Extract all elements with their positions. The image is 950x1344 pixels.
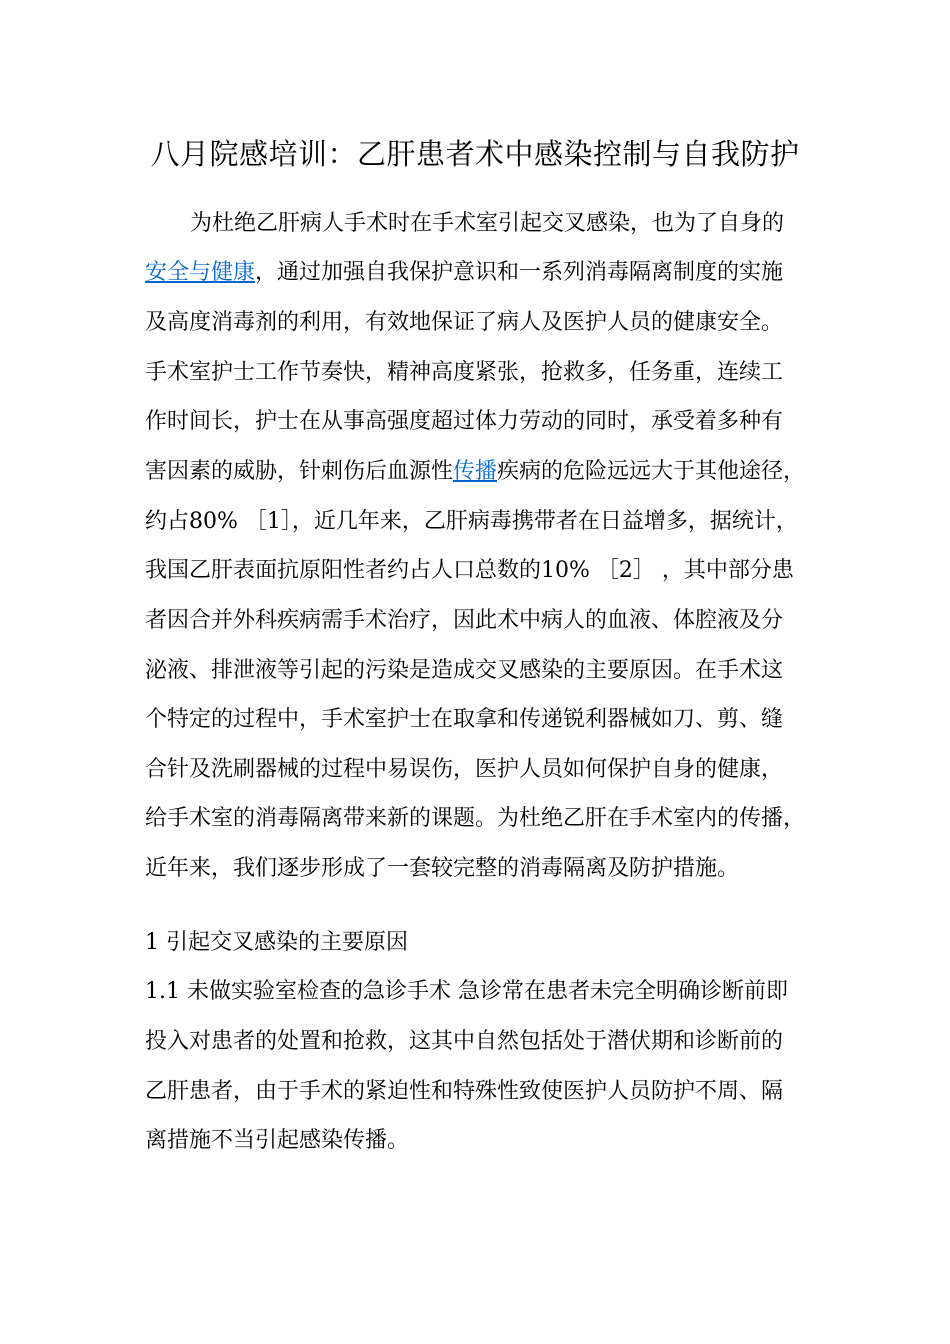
intro-line-12: 合针及洗刷器械的过程中易误伤，医护人员如何保护自身的健康，	[145, 757, 784, 782]
document-title: 八月院感培训：乙肝患者术中感染控制与自我防护	[150, 137, 800, 171]
intro-line-11: 个特定的过程中，手术室护士在取拿和传递锐利器械如刀、剪、缝	[145, 707, 784, 732]
link-safety-health[interactable]: 安全与健康	[145, 260, 256, 285]
subsection-1-1-line-4: 离措施不当引起感染传播。	[145, 1128, 410, 1153]
intro-line-7: 约占80% ［1］，近几年来，乙肝病毒携带者在日益增多，据统计，	[145, 509, 798, 534]
intro-line-5: 作时间长，护士在从事高强度超过体力劳动的同时，承受着多种有	[145, 409, 784, 434]
intro-line-3: 及高度消毒剂的利用，有效地保证了病人及医护人员的健康安全。	[145, 310, 784, 335]
subsection-1-1-line-2: 投入对患者的处置和抢救，这其中自然包括处于潜伏期和诊断前的	[145, 1029, 784, 1054]
intro-line-2	[145, 258, 783, 288]
intro-line-14: 近年来，我们逐步形成了一套较完整的消毒隔离及防护措施。	[145, 856, 740, 881]
intro-line-4: 手术室护士工作节奏快，精神高度紧张，抢救多，任务重，连续工	[145, 360, 784, 385]
intro-line-2-text: ，通过加强自我保护意识和一系列消毒隔离制度的实施	[255, 260, 784, 285]
subsection-1-1-line-3: 乙肝患者，由于手术的紧迫性和特殊性致使医护人员防护不周、隔	[145, 1079, 784, 1104]
section-1-heading: 1 引起交叉感染的主要原因	[145, 930, 408, 955]
intro-line-6-text-a: 害因素的威胁，针刺伤后血源性	[145, 459, 454, 484]
link-spread[interactable]: 传播	[453, 459, 498, 484]
intro-line-9: 者因合并外科疾病需手术治疗，因此术中病人的血液、体腔液及分	[145, 608, 784, 633]
intro-line-6	[145, 457, 805, 487]
intro-line-10: 泌液、排泄液等引起的污染是造成交叉感染的主要原因。在手术这	[145, 658, 784, 683]
intro-line-6-text-b: 疾病的危险远远大于其他途径，	[497, 459, 806, 484]
intro-line-1: 为杜绝乙肝病人手术时在手术室引起交叉感染，也为了自身的	[190, 211, 785, 236]
subsection-1-1-line-1: 1.1 未做实验室检查的急诊手术 急诊常在患者未完全明确诊断前即	[145, 979, 788, 1004]
intro-line-13: 给手术室的消毒隔离带来新的课题。为杜绝乙肝在手术室内的传播，	[145, 806, 806, 831]
intro-line-8: 我国乙肝表面抗原阳性者约占人口总数的10% ［2］ ，其中部分患	[145, 558, 794, 583]
